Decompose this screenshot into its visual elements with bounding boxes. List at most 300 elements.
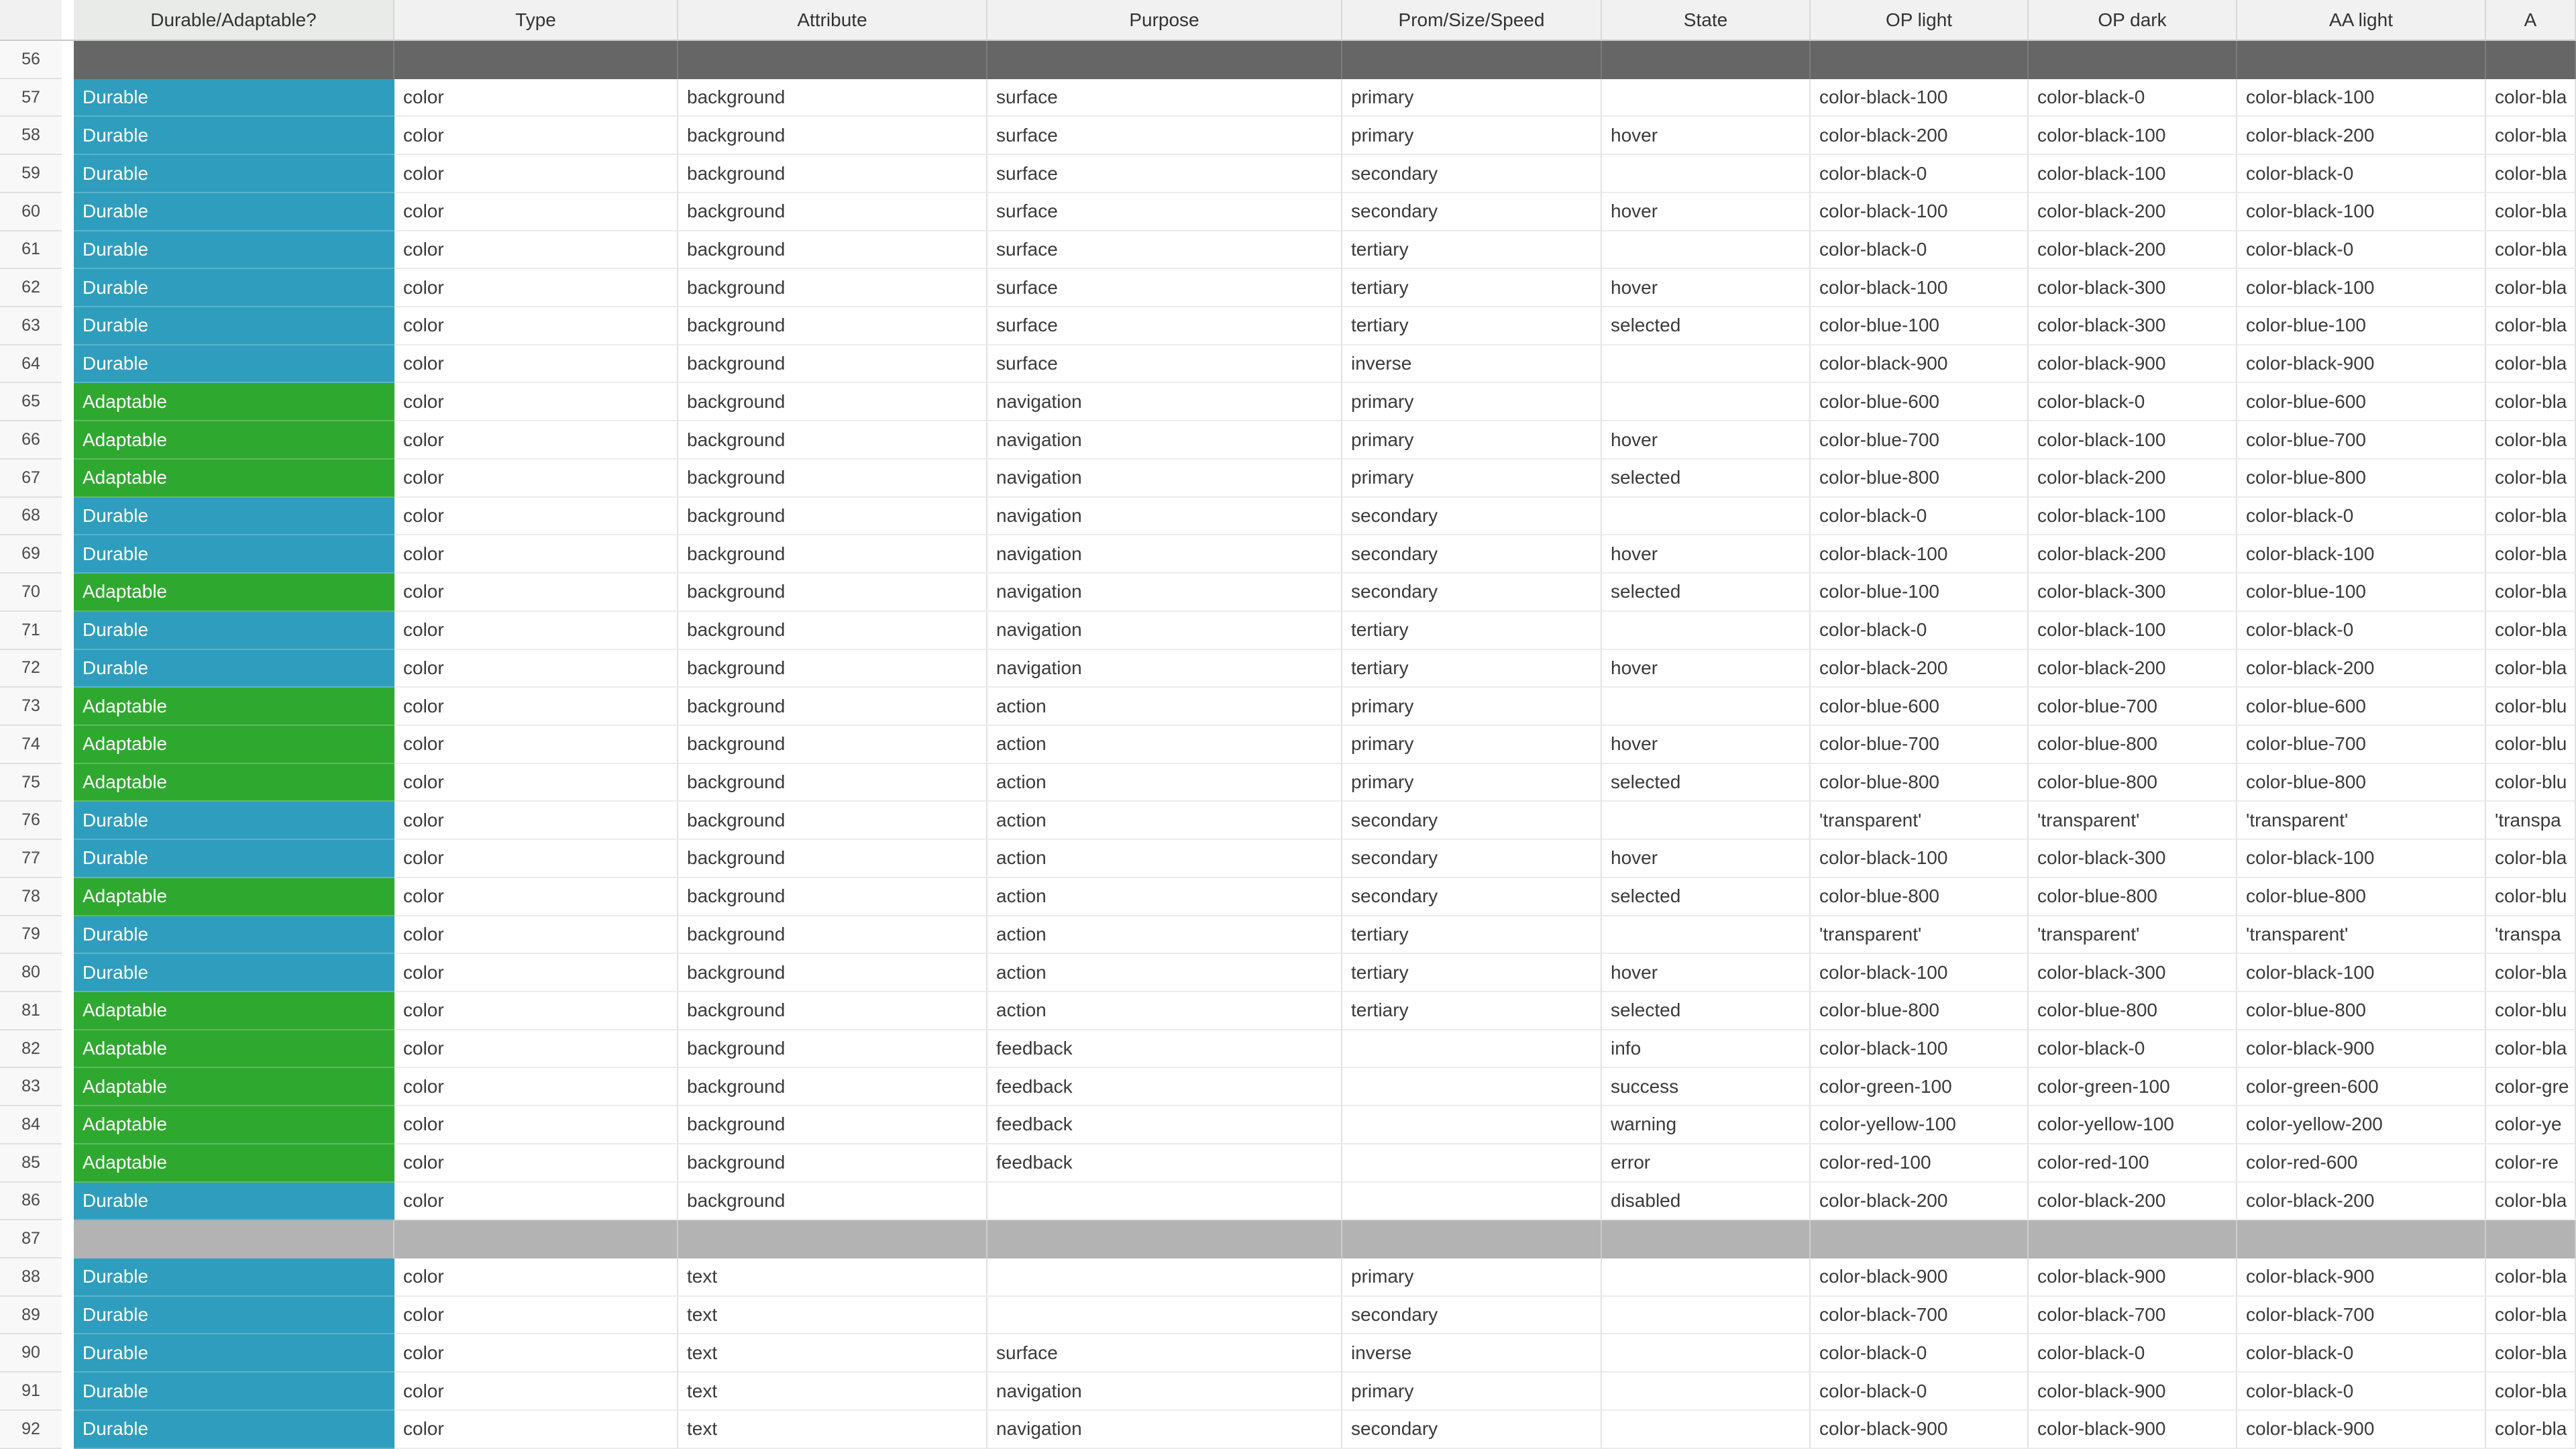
cell[interactable]: background	[678, 345, 987, 384]
cell[interactable]: feedback	[987, 1030, 1342, 1069]
cell[interactable]: color	[394, 307, 678, 345]
row-header-70[interactable]: 70	[0, 574, 62, 612]
cell[interactable]: tertiary	[1342, 307, 1602, 345]
cell[interactable]: color-green-600	[2237, 1068, 2486, 1106]
cell[interactable]: color-black-100	[1811, 1030, 2029, 1069]
durable-adaptable-cell[interactable]: Durable	[74, 840, 394, 878]
cell[interactable]: color	[394, 954, 678, 992]
spacer-row-cell[interactable]	[1342, 1220, 1602, 1258]
cell[interactable]: primary	[1342, 117, 1602, 155]
cell[interactable]: action	[987, 992, 1342, 1030]
spacer-row-cell[interactable]	[678, 1220, 987, 1258]
cell[interactable]: color-black-0	[2237, 498, 2486, 536]
cell[interactable]: color-blue-100	[2237, 307, 2486, 345]
cell[interactable]: color-red-100	[1811, 1144, 2029, 1183]
cell[interactable]: color-bla	[2486, 117, 2576, 155]
cell[interactable]: color-black-0	[1811, 231, 2029, 270]
cell[interactable]: color-black-100	[2029, 421, 2237, 460]
cell[interactable]: selected	[1602, 307, 1811, 345]
cell[interactable]: color-blue-600	[1811, 688, 2029, 726]
cell[interactable]: surface	[987, 117, 1342, 155]
row-header-85[interactable]: 85	[0, 1144, 62, 1183]
cell[interactable]: color-black-0	[1811, 155, 2029, 193]
cell[interactable]: background	[678, 574, 987, 612]
cell[interactable]: color-black-200	[2029, 650, 2237, 688]
spacer-row-cell[interactable]	[1342, 41, 1602, 79]
row-header-57[interactable]: 57	[0, 79, 62, 117]
durable-adaptable-cell[interactable]: Adaptable	[74, 688, 394, 726]
cell[interactable]	[1602, 345, 1811, 384]
cell[interactable]: color	[394, 1258, 678, 1297]
cell[interactable]: color-black-900	[2029, 1258, 2237, 1297]
cell[interactable]: 'transparent'	[2237, 802, 2486, 840]
cell[interactable]: 'transparent'	[2029, 916, 2237, 955]
durable-adaptable-cell[interactable]: Durable	[74, 1334, 394, 1373]
durable-adaptable-cell[interactable]: Durable	[74, 802, 394, 840]
cell[interactable]: background	[678, 155, 987, 193]
column-header-type[interactable]: Type	[394, 0, 678, 41]
cell[interactable]: surface	[987, 269, 1342, 307]
cell[interactable]: primary	[1342, 764, 1602, 802]
spacer-row-cell[interactable]	[2486, 1220, 2576, 1258]
cell[interactable]	[1602, 612, 1811, 650]
cell[interactable]	[1602, 1297, 1811, 1335]
cell[interactable]: 'transparent'	[2029, 802, 2237, 840]
cell[interactable]	[1602, 916, 1811, 955]
cell[interactable]: hover	[1602, 650, 1811, 688]
cell[interactable]: color-black-100	[2237, 535, 2486, 574]
durable-adaptable-cell[interactable]: Durable	[74, 79, 394, 117]
cell[interactable]: color	[394, 1144, 678, 1183]
cell[interactable]: tertiary	[1342, 612, 1602, 650]
cell[interactable]: action	[987, 688, 1342, 726]
row-header-87[interactable]: 87	[0, 1220, 62, 1258]
cell[interactable]: primary	[1342, 383, 1602, 421]
cell[interactable]: color-blue-800	[2029, 992, 2237, 1030]
cell[interactable]: color-black-0	[2029, 383, 2237, 421]
cell[interactable]: color-black-700	[1811, 1297, 2029, 1335]
spacer-row-cell[interactable]	[987, 41, 1342, 79]
spacer-row-cell[interactable]	[74, 41, 394, 79]
cell[interactable]: color-bla	[2486, 193, 2576, 231]
spacer-row-cell[interactable]	[2029, 41, 2237, 79]
select-all-corner[interactable]	[0, 0, 62, 41]
cell[interactable]: color-black-900	[2237, 1258, 2486, 1297]
cell[interactable]: color	[394, 802, 678, 840]
durable-adaptable-cell[interactable]: Durable	[74, 193, 394, 231]
cell[interactable]: color-bla	[2486, 345, 2576, 384]
cell[interactable]: color-yellow-100	[1811, 1106, 2029, 1144]
row-header-90[interactable]: 90	[0, 1334, 62, 1373]
cell[interactable]: navigation	[987, 460, 1342, 498]
cell[interactable]: color-blue-800	[1811, 992, 2029, 1030]
cell[interactable]: color-blue-700	[1811, 421, 2029, 460]
cell[interactable]: warning	[1602, 1106, 1811, 1144]
cell[interactable]: hover	[1602, 117, 1811, 155]
cell[interactable]: color-black-300	[2029, 954, 2237, 992]
cell[interactable]: 'transparent'	[2237, 916, 2486, 955]
cell[interactable]	[1602, 79, 1811, 117]
cell[interactable]: color-black-100	[2237, 79, 2486, 117]
column-header-op-dark[interactable]: OP dark	[2029, 0, 2237, 41]
cell[interactable]: color	[394, 193, 678, 231]
cell[interactable]: color-blue-800	[2029, 878, 2237, 916]
cell[interactable]: color-blue-600	[2237, 383, 2486, 421]
cell[interactable]: hover	[1602, 954, 1811, 992]
cell[interactable]: background	[678, 650, 987, 688]
cell[interactable]: color-black-100	[2237, 269, 2486, 307]
cell[interactable]: surface	[987, 193, 1342, 231]
spacer-row-cell[interactable]	[1811, 1220, 2029, 1258]
cell[interactable]: success	[1602, 1068, 1811, 1106]
cell[interactable]: color-bla	[2486, 498, 2576, 536]
cell[interactable]: text	[678, 1258, 987, 1297]
cell[interactable]	[1602, 688, 1811, 726]
column-header-durable-adaptable[interactable]: Durable/Adaptable?	[74, 0, 394, 41]
cell[interactable]: action	[987, 878, 1342, 916]
cell[interactable]: action	[987, 954, 1342, 992]
cell[interactable]: navigation	[987, 498, 1342, 536]
cell[interactable]: color-black-200	[2237, 650, 2486, 688]
cell[interactable]: color-bla	[2486, 421, 2576, 460]
cell[interactable]: background	[678, 726, 987, 764]
cell[interactable]: color-blue-800	[2029, 764, 2237, 802]
cell[interactable]: color	[394, 1183, 678, 1221]
cell[interactable]: color-bla	[2486, 954, 2576, 992]
column-header-state[interactable]: State	[1602, 0, 1811, 41]
row-header-81[interactable]: 81	[0, 992, 62, 1030]
cell[interactable]: color-black-0	[1811, 1334, 2029, 1373]
cell[interactable]: color	[394, 840, 678, 878]
cell[interactable]	[987, 1297, 1342, 1335]
cell[interactable]: feedback	[987, 1068, 1342, 1106]
cell[interactable]: background	[678, 193, 987, 231]
column-header-aa-light[interactable]: AA light	[2237, 0, 2486, 41]
cell[interactable]: secondary	[1342, 574, 1602, 612]
cell[interactable]: 'transparent'	[1811, 916, 2029, 955]
cell[interactable]: color-black-100	[1811, 954, 2029, 992]
cell[interactable]: color-bla	[2486, 269, 2576, 307]
cell[interactable]: navigation	[987, 650, 1342, 688]
cell[interactable]: 'transpa	[2486, 916, 2576, 955]
cell[interactable]: navigation	[987, 383, 1342, 421]
spacer-row-cell[interactable]	[74, 1220, 394, 1258]
cell[interactable]: color-blu	[2486, 878, 2576, 916]
durable-adaptable-cell[interactable]: Durable	[74, 916, 394, 955]
spacer-row-cell[interactable]	[1811, 41, 2029, 79]
cell[interactable]: color-blue-800	[1811, 878, 2029, 916]
cell[interactable]: color-bla	[2486, 535, 2576, 574]
cell[interactable]: 'transparent'	[1811, 802, 2029, 840]
durable-adaptable-cell[interactable]: Adaptable	[74, 992, 394, 1030]
cell[interactable]: navigation	[987, 421, 1342, 460]
cell[interactable]: color-yellow-100	[2029, 1106, 2237, 1144]
cell[interactable]: color	[394, 878, 678, 916]
cell[interactable]: primary	[1342, 421, 1602, 460]
row-header-56[interactable]: 56	[0, 41, 62, 79]
cell[interactable]: text	[678, 1334, 987, 1373]
cell[interactable]: text	[678, 1297, 987, 1335]
cell[interactable]: color-black-300	[2029, 307, 2237, 345]
cell[interactable]: color-blue-100	[2237, 574, 2486, 612]
cell[interactable]: surface	[987, 307, 1342, 345]
cell[interactable]: inverse	[1342, 345, 1602, 384]
cell[interactable]: color-black-0	[2029, 79, 2237, 117]
cell[interactable]: color	[394, 383, 678, 421]
cell[interactable]: background	[678, 383, 987, 421]
cell[interactable]: color-blue-100	[1811, 307, 2029, 345]
cell[interactable]: color-black-900	[2237, 1030, 2486, 1069]
row-header-72[interactable]: 72	[0, 650, 62, 688]
cell[interactable]: background	[678, 1144, 987, 1183]
cell[interactable]: background	[678, 1183, 987, 1221]
cell[interactable]: color-black-100	[2237, 840, 2486, 878]
cell[interactable]: primary	[1342, 1373, 1602, 1411]
cell[interactable]: color-black-900	[2029, 1411, 2237, 1449]
durable-adaptable-cell[interactable]: Adaptable	[74, 726, 394, 764]
cell[interactable]: color-blue-800	[2237, 992, 2486, 1030]
cell[interactable]	[1342, 1068, 1602, 1106]
cell[interactable]: secondary	[1342, 193, 1602, 231]
column-header-purpose[interactable]: Purpose	[987, 0, 1342, 41]
row-header-58[interactable]: 58	[0, 117, 62, 155]
cell[interactable]: color-black-300	[2029, 840, 2237, 878]
cell[interactable]: surface	[987, 345, 1342, 384]
cell[interactable]: secondary	[1342, 535, 1602, 574]
durable-adaptable-cell[interactable]: Durable	[74, 535, 394, 574]
cell[interactable]: tertiary	[1342, 650, 1602, 688]
cell[interactable]: primary	[1342, 460, 1602, 498]
row-header-84[interactable]: 84	[0, 1106, 62, 1144]
durable-adaptable-cell[interactable]: Adaptable	[74, 383, 394, 421]
cell[interactable]: color	[394, 1068, 678, 1106]
cell[interactable]: inverse	[1342, 1334, 1602, 1373]
cell[interactable]: color-blue-800	[2029, 726, 2237, 764]
row-header-68[interactable]: 68	[0, 498, 62, 536]
durable-adaptable-cell[interactable]: Adaptable	[74, 1068, 394, 1106]
column-header-a[interactable]: A	[2486, 0, 2576, 41]
cell[interactable]: color-bla	[2486, 1297, 2576, 1335]
row-header-91[interactable]: 91	[0, 1373, 62, 1411]
cell[interactable]: color-black-300	[2029, 574, 2237, 612]
cell[interactable]: background	[678, 460, 987, 498]
cell[interactable]: color	[394, 574, 678, 612]
cell[interactable]: color-bla	[2486, 1030, 2576, 1069]
cell[interactable]: secondary	[1342, 840, 1602, 878]
durable-adaptable-cell[interactable]: Adaptable	[74, 1030, 394, 1069]
cell[interactable]: navigation	[987, 612, 1342, 650]
cell[interactable]: color-blue-600	[1811, 383, 2029, 421]
cell[interactable]: feedback	[987, 1106, 1342, 1144]
cell[interactable]: color-black-0	[1811, 498, 2029, 536]
cell[interactable]: hover	[1602, 193, 1811, 231]
cell[interactable]: error	[1602, 1144, 1811, 1183]
cell[interactable]: background	[678, 117, 987, 155]
cell[interactable]: navigation	[987, 1411, 1342, 1449]
row-header-82[interactable]: 82	[0, 1030, 62, 1069]
durable-adaptable-cell[interactable]: Durable	[74, 1258, 394, 1297]
cell[interactable]: color-black-200	[2029, 231, 2237, 270]
spacer-row-cell[interactable]	[394, 1220, 678, 1258]
cell[interactable]: color-black-0	[2237, 1373, 2486, 1411]
cell[interactable]: color-black-200	[2029, 460, 2237, 498]
cell[interactable]: color-ye	[2486, 1106, 2576, 1144]
cell[interactable]	[1602, 1411, 1811, 1449]
cell[interactable]: color	[394, 1106, 678, 1144]
cell[interactable]: color-blue-800	[2237, 878, 2486, 916]
spacer-row-cell[interactable]	[2237, 1220, 2486, 1258]
row-header-59[interactable]: 59	[0, 155, 62, 193]
cell[interactable]: tertiary	[1342, 269, 1602, 307]
cell[interactable]: selected	[1602, 460, 1811, 498]
cell[interactable]: background	[678, 307, 987, 345]
durable-adaptable-cell[interactable]: Adaptable	[74, 1144, 394, 1183]
durable-adaptable-cell[interactable]: Adaptable	[74, 460, 394, 498]
cell[interactable]	[1602, 802, 1811, 840]
durable-adaptable-cell[interactable]: Durable	[74, 269, 394, 307]
spacer-row-cell[interactable]	[2237, 41, 2486, 79]
column-header-prom-size-speed[interactable]: Prom/Size/Speed	[1342, 0, 1602, 41]
cell[interactable]: color-bla	[2486, 1183, 2576, 1221]
cell[interactable]	[1602, 383, 1811, 421]
cell[interactable]: background	[678, 802, 987, 840]
cell[interactable]: color-gre	[2486, 1068, 2576, 1106]
row-header-86[interactable]: 86	[0, 1183, 62, 1221]
cell[interactable]: color	[394, 535, 678, 574]
row-header-83[interactable]: 83	[0, 1068, 62, 1106]
durable-adaptable-cell[interactable]: Adaptable	[74, 574, 394, 612]
cell[interactable]: navigation	[987, 574, 1342, 612]
cell[interactable]: background	[678, 269, 987, 307]
durable-adaptable-cell[interactable]: Durable	[74, 1373, 394, 1411]
cell[interactable]: color-bla	[2486, 307, 2576, 345]
cell[interactable]: color-black-100	[1811, 193, 2029, 231]
cell[interactable]: color-black-700	[2029, 1297, 2237, 1335]
durable-adaptable-cell[interactable]: Durable	[74, 231, 394, 270]
row-header-60[interactable]: 60	[0, 193, 62, 231]
cell[interactable]	[1342, 1106, 1602, 1144]
cell[interactable]: color	[394, 992, 678, 1030]
cell[interactable]: color-bla	[2486, 155, 2576, 193]
spacer-row-cell[interactable]	[394, 41, 678, 79]
cell[interactable]: hover	[1602, 840, 1811, 878]
cell[interactable]: color-black-900	[1811, 1258, 2029, 1297]
cell[interactable]: secondary	[1342, 1411, 1602, 1449]
spacer-row-cell[interactable]	[1602, 1220, 1811, 1258]
cell[interactable]: selected	[1602, 764, 1811, 802]
cell[interactable]: color	[394, 117, 678, 155]
row-header-63[interactable]: 63	[0, 307, 62, 345]
cell[interactable]: color-bla	[2486, 460, 2576, 498]
cell[interactable]: color-black-0	[2237, 231, 2486, 270]
row-header-78[interactable]: 78	[0, 878, 62, 916]
cell[interactable]: color-black-100	[1811, 79, 2029, 117]
cell[interactable]	[1602, 1334, 1811, 1373]
cell[interactable]: color-black-100	[2237, 954, 2486, 992]
cell[interactable]: color-blue-800	[2237, 764, 2486, 802]
row-header-69[interactable]: 69	[0, 535, 62, 574]
cell[interactable]: color-black-200	[2029, 1183, 2237, 1221]
cell[interactable]: color-bla	[2486, 650, 2576, 688]
cell[interactable]: color-blu	[2486, 726, 2576, 764]
cell[interactable]: color-black-100	[2029, 612, 2237, 650]
row-header-79[interactable]: 79	[0, 916, 62, 955]
cell[interactable]: color-blue-600	[2237, 688, 2486, 726]
cell[interactable]: background	[678, 764, 987, 802]
cell[interactable]: color	[394, 1297, 678, 1335]
row-header-88[interactable]: 88	[0, 1258, 62, 1297]
cell[interactable]: color-bla	[2486, 1373, 2576, 1411]
row-header-80[interactable]: 80	[0, 954, 62, 992]
cell[interactable]: navigation	[987, 1373, 1342, 1411]
cell[interactable]: color-black-700	[2237, 1297, 2486, 1335]
cell[interactable]: text	[678, 1411, 987, 1449]
cell[interactable]: background	[678, 421, 987, 460]
spacer-row-cell[interactable]	[2029, 1220, 2237, 1258]
durable-adaptable-cell[interactable]: Durable	[74, 307, 394, 345]
cell[interactable]: action	[987, 726, 1342, 764]
cell[interactable]: tertiary	[1342, 954, 1602, 992]
cell[interactable]: color-bla	[2486, 1258, 2576, 1297]
cell[interactable]	[1602, 498, 1811, 536]
cell[interactable]: secondary	[1342, 1297, 1602, 1335]
cell[interactable]: color-blu	[2486, 992, 2576, 1030]
cell[interactable]: 'transpa	[2486, 802, 2576, 840]
cell[interactable]: primary	[1342, 726, 1602, 764]
cell[interactable]: color	[394, 231, 678, 270]
cell[interactable]: color-green-100	[2029, 1068, 2237, 1106]
cell[interactable]: color-black-100	[2029, 117, 2237, 155]
cell[interactable]: color-red-100	[2029, 1144, 2237, 1183]
durable-adaptable-cell[interactable]: Durable	[74, 954, 394, 992]
cell[interactable]: background	[678, 878, 987, 916]
cell[interactable]	[1602, 1373, 1811, 1411]
cell[interactable]: color-black-100	[1811, 535, 2029, 574]
row-header-66[interactable]: 66	[0, 421, 62, 460]
cell[interactable]: color	[394, 421, 678, 460]
cell[interactable]: color-black-100	[1811, 269, 2029, 307]
cell[interactable]: action	[987, 840, 1342, 878]
row-header-74[interactable]: 74	[0, 726, 62, 764]
cell[interactable]: background	[678, 1030, 987, 1069]
cell[interactable]: background	[678, 840, 987, 878]
durable-adaptable-cell[interactable]: Durable	[74, 650, 394, 688]
row-header-89[interactable]: 89	[0, 1297, 62, 1335]
cell[interactable]: secondary	[1342, 802, 1602, 840]
cell[interactable]: tertiary	[1342, 231, 1602, 270]
cell[interactable]: primary	[1342, 1258, 1602, 1297]
cell[interactable]: color-black-100	[1811, 840, 2029, 878]
cell[interactable]	[1602, 231, 1811, 270]
durable-adaptable-cell[interactable]: Durable	[74, 117, 394, 155]
cell[interactable]: color-black-900	[2237, 345, 2486, 384]
cell[interactable]: hover	[1602, 269, 1811, 307]
cell[interactable]	[1602, 155, 1811, 193]
cell[interactable]: color	[394, 726, 678, 764]
cell[interactable]: background	[678, 916, 987, 955]
durable-adaptable-cell[interactable]: Adaptable	[74, 878, 394, 916]
cell[interactable]: color-bla	[2486, 612, 2576, 650]
cell[interactable]: color-black-900	[2029, 1373, 2237, 1411]
durable-adaptable-cell[interactable]: Adaptable	[74, 421, 394, 460]
cell[interactable]: primary	[1342, 79, 1602, 117]
cell[interactable]: color	[394, 612, 678, 650]
spacer-row-cell[interactable]	[2486, 41, 2576, 79]
cell[interactable]: hover	[1602, 535, 1811, 574]
cell[interactable]: background	[678, 1106, 987, 1144]
cell[interactable]: navigation	[987, 535, 1342, 574]
spacer-row-cell[interactable]	[678, 41, 987, 79]
